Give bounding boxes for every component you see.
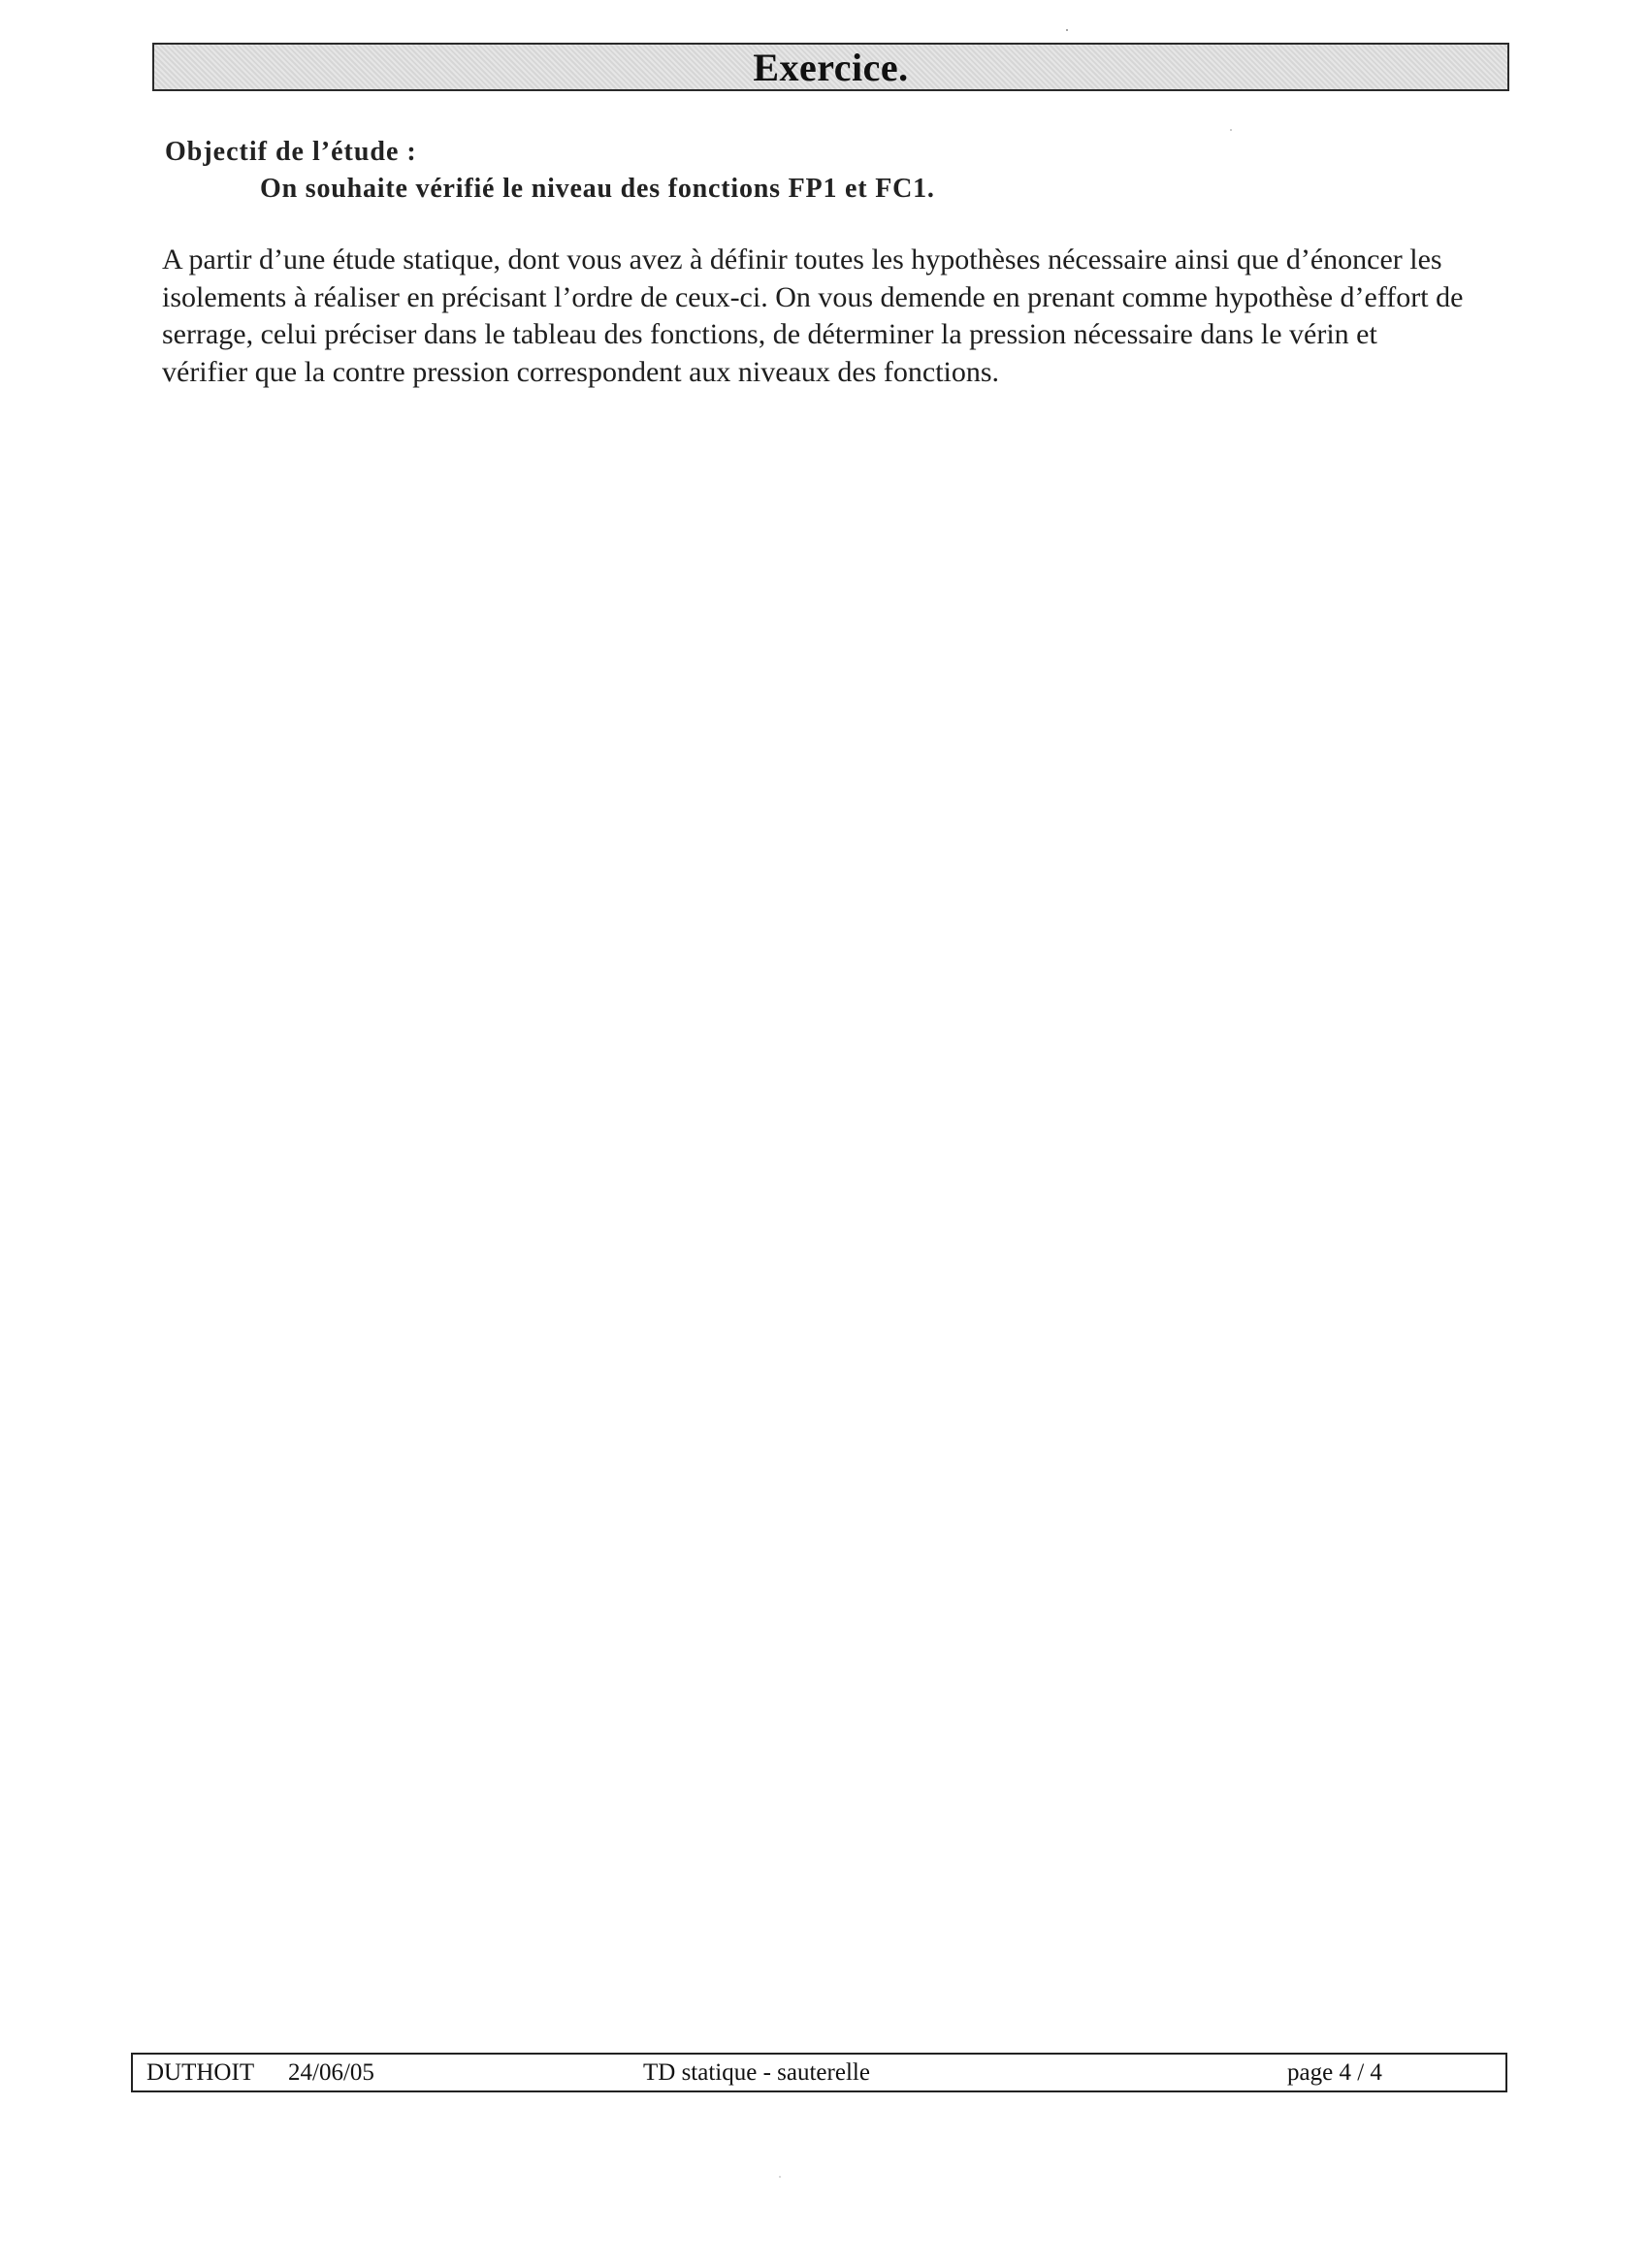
title-banner xyxy=(152,43,1509,91)
page-footer xyxy=(131,2053,1507,2092)
instructions-paragraph: A partir d’une étude statique, dont vous avez à définir toutes les hypothèses nécessaire ainsi que d’énoncer les isolements à réaliser en précisant l’ordre de ceux-ci. On vous demende en prenant comme hypothèse d’effort de serrage, celui préciser dans le tableau des fonctions, de déterminer la pression nécessaire dans le vérin et vérifier que la contre pression correspondent aux niveaux des fonctions. xyxy=(162,243,1464,388)
objective-label: Objectif de l’étude : xyxy=(165,137,417,167)
scan-speck xyxy=(1230,129,1232,131)
scan-speck xyxy=(779,2176,781,2178)
objective-section xyxy=(165,134,1504,208)
objective-text: On souhaite vérifié le niveau des fonctions FP1 et FC1. xyxy=(260,174,935,204)
footer-document-title: TD statique - sauterelle xyxy=(643,2059,870,2086)
page-title: Exercice. xyxy=(753,45,909,89)
scan-speck xyxy=(1066,29,1068,31)
footer-page-number: page 4 / 4 xyxy=(1287,2059,1382,2086)
footer-author: DUTHOIT xyxy=(146,2059,255,2086)
footer-date: 24/06/05 xyxy=(288,2059,374,2086)
